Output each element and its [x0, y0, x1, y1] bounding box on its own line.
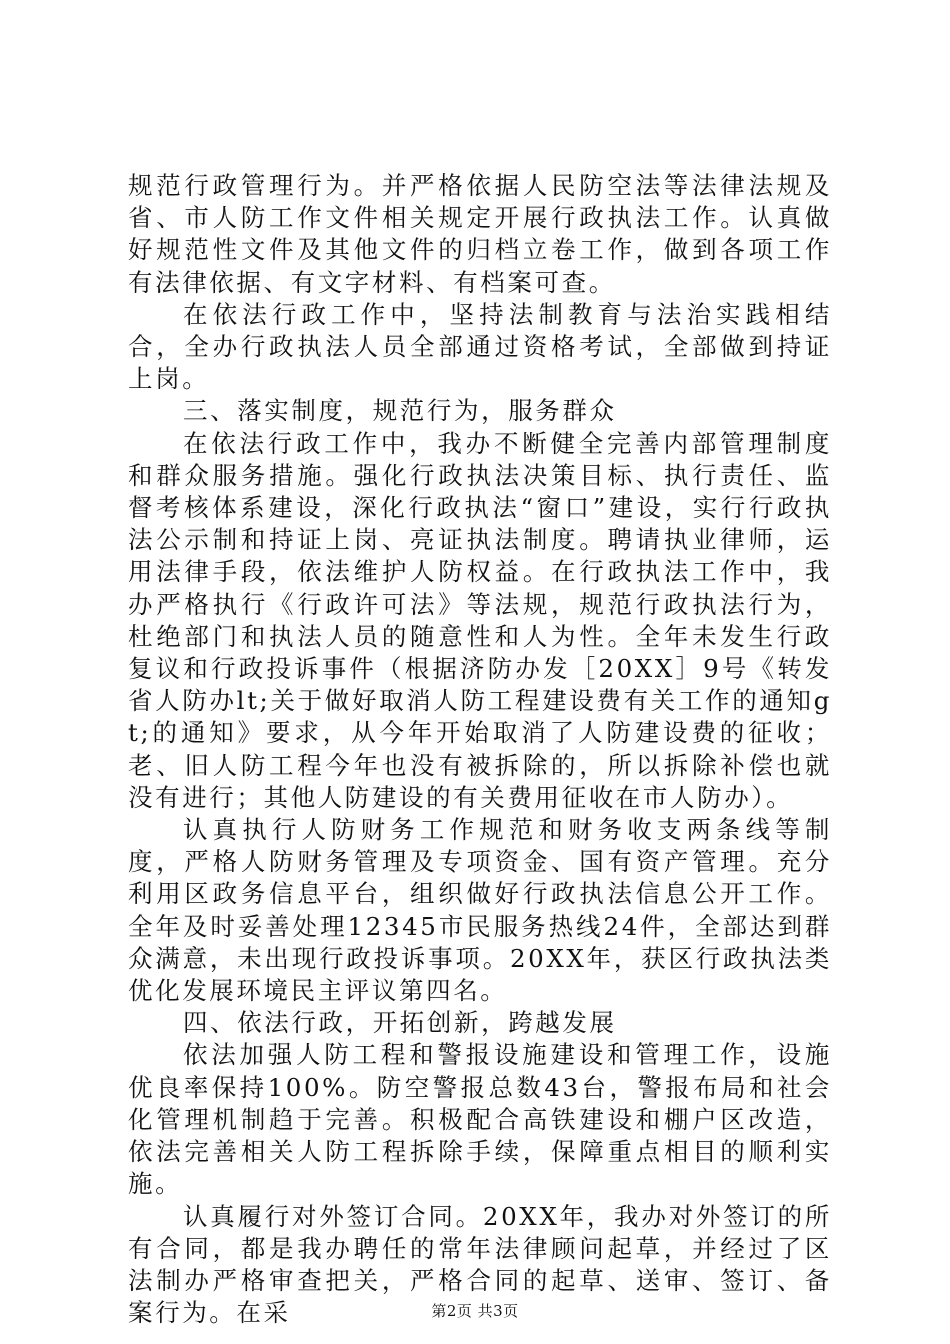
- paragraph: 认真执行人防财务工作规范和财务收支两条线等制度，严格人防财务管理及专项资金、国有资产管理。充分利用区政务信息平台，组织做好行政执法信息公开工作。全年及时妥善处理12345市民服务热线24件，全部达到群众满意，未出现行政投诉事项。20XX年，获区行政执法类优化发展环境民主评议第四名。: [128, 815, 832, 1006]
- section-heading: 三、落实制度，规范行为，服务群众: [183, 396, 617, 426]
- section-heading: 四、依法行政，开拓创新，跨越发展: [183, 1008, 617, 1038]
- paragraph: 在依法行政工作中，我办不断健全完善内部管理制度和群众服务措施。强化行政执法决策目标、执行责任、监督考核体系建设，深化行政执法“窗口”建设，实行行政执法公示制和持证上岗、亮证执法制度。聘请执业律师，运用法律手段，依法维护人防权益。在行政执法工作中，我办严格执行《行政许可法》等法规，规范行政执法行为，杜绝部门和执法人员的随意性和人为性。全年未发生行政复议和行政投诉事件（根据济防办发［20XX］9号《转发省人防办lt;关于做好取消人防工程建设费有关工作的通知gt;的通知》要求，从今年开始取消了人防建设费的征收；老、旧人防工程今年也没有被拆除的，所以拆除补偿也就没有进行；其他人防建设的有关费用征收在市人防办）。: [128, 428, 832, 812]
- paragraph-continued: 规范行政管理行为。并严格依据人民防空法等法律法规及省、市人防工作文件相关规定开展行政执法工作。认真做好规范性文件及其他文件的归档立卷工作，做到各项工作有法律依据、有文字材料、有档案可查。: [128, 171, 832, 297]
- paragraph: 依法加强人防工程和警报设施建设和管理工作，设施优良率保持100%。防空警报总数43台，警报布局和社会化管理机制趋于完善。积极配合高铁建设和棚户区改造，依法完善相关人防工程拆除手续，保障重点相目的顺利实施。: [128, 1040, 832, 1199]
- paragraph: 在依法行政工作中，坚持法制教育与法治实践相结合，全办行政执法人员全部通过资格考试，全部做到持证上岗。: [128, 299, 832, 394]
- paragraph: 认真履行对外签订合同。20XX年，我办对外签订的所有合同，都是我办聘任的常年法律顾问起草，并经过了区法制办严格审查把关，严格合同的起草、送审、签订、备案行为。在采: [128, 1201, 832, 1328]
- page-footer: 第2页 共3页: [431, 1302, 519, 1320]
- document-body: [128, 170, 832, 1329]
